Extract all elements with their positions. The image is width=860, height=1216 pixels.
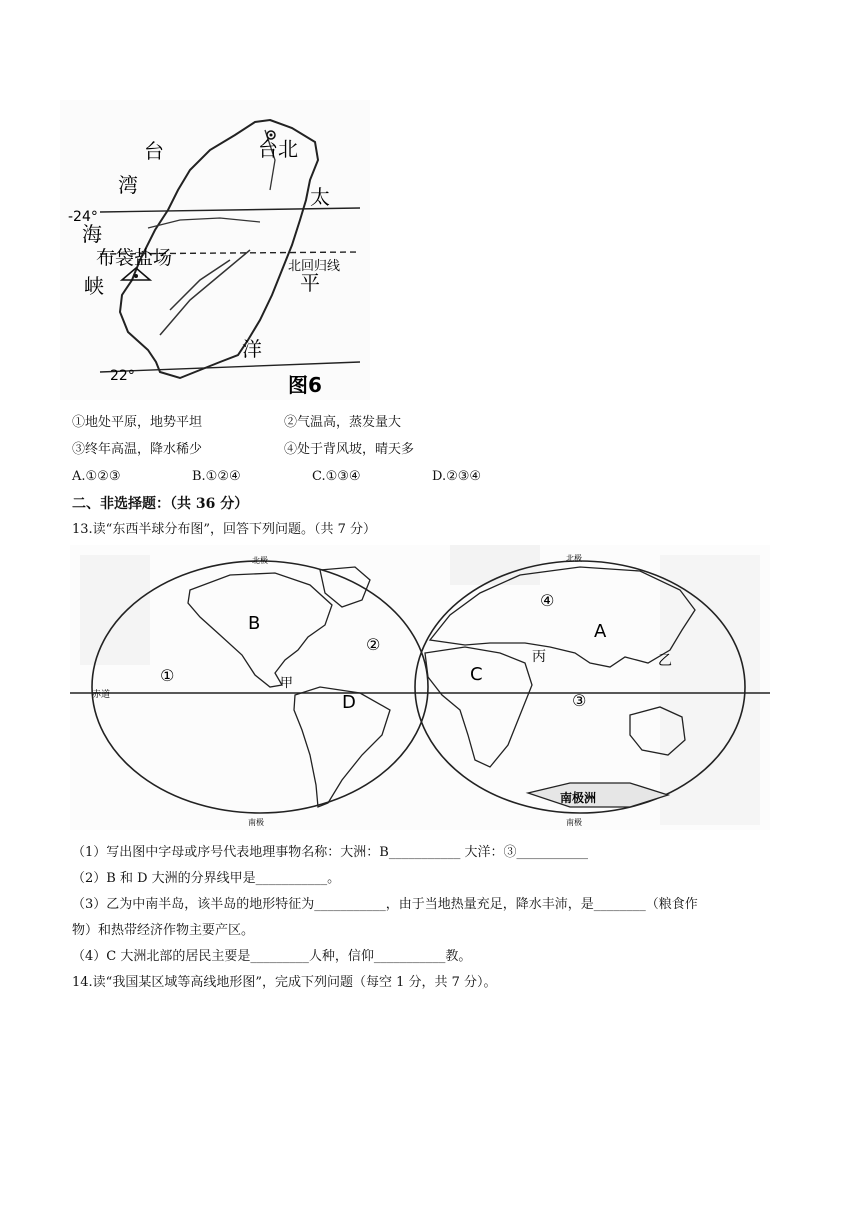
q13-sub2: （2）B 和 D 大洲的分界线甲是___________。 — [72, 871, 341, 886]
taiwan-map-figure — [60, 100, 370, 400]
q12-choice-c[interactable]: C.①③④ — [312, 469, 361, 484]
q12-option-1: ①地处平原，地势平坦 — [72, 415, 203, 430]
q13-sub4: （4）C 大洲北部的居民主要是_________人种，信仰___________教。 — [72, 949, 472, 964]
label-antarctica: 南极洲 — [560, 791, 597, 805]
label-B: B — [248, 613, 261, 634]
label-jia: 甲 — [280, 676, 294, 691]
label-n1: ① — [160, 666, 175, 685]
q12-choice-d[interactable]: D.②③④ — [432, 469, 482, 484]
q13-sub3b: 物）和热带经济作物主要产区。 — [72, 923, 255, 938]
label-24: -24° — [68, 209, 98, 225]
label-bing: 丙 — [532, 649, 546, 665]
label-tai2: 太 — [310, 185, 330, 209]
q12-option-2: ②气温高，蒸发量大 — [284, 415, 402, 430]
label-ping: 平 — [300, 271, 320, 295]
q12-option-3: ③终年高温，降水稀少 — [72, 442, 203, 457]
q12-choice-a[interactable]: A.①②③ — [72, 469, 121, 484]
taiwan-map-svg — [60, 100, 370, 400]
equator-label: 赤道 — [92, 690, 111, 700]
label-D: D — [342, 692, 356, 713]
label-hai: 海 — [82, 222, 102, 246]
label-wan: 湾 — [118, 173, 138, 197]
label-tai: 台 — [144, 139, 164, 163]
q13-sub1: （1）写出图中字母或序号代表地理事物名称：大洲：B___________ 大洋：③___________ — [72, 845, 588, 860]
label-C: C — [470, 664, 483, 685]
q14-stem: 14.读“我国某区域等高线地形图”，完成下列问题（每空 1 分，共 7 分）。 — [72, 975, 497, 990]
q12-choice-b[interactable]: B.①②④ — [192, 469, 241, 484]
q13-stem: 13.读“东西半球分布图”，回答下列问题。（共 7 分） — [72, 522, 377, 537]
south-pole-w: 南极 — [248, 818, 264, 827]
label-n3: ③ — [572, 691, 587, 710]
q13-sub3a: （3）乙为中南半岛，该半岛的地形特征为___________，由于当地热量充足，降水丰沛，是________（粮食作 — [72, 897, 698, 912]
figure-caption: 图6 — [288, 373, 322, 397]
label-A: A — [594, 621, 607, 642]
section-title: 二、非选择题：（共 36 分） — [72, 496, 249, 512]
north-pole-e: 北极 — [566, 554, 582, 563]
label-saltfield: 布袋盐场 — [96, 247, 173, 269]
q12-option-4: ④处于背风坡，晴天多 — [284, 442, 415, 457]
label-tropic: 北回归线 — [288, 259, 341, 274]
south-pole-e: 南极 — [566, 818, 582, 827]
hemispheres-map-figure — [70, 545, 770, 830]
label-yi: 乙 — [658, 653, 672, 669]
hemispheres-map-svg — [70, 545, 770, 830]
label-xia: 峡 — [84, 274, 104, 298]
label-n2: ② — [366, 635, 381, 654]
label-yang: 洋 — [242, 337, 262, 361]
label-n4: ④ — [540, 591, 555, 610]
label-taibei: 台北 — [258, 137, 298, 161]
label-22: 22° — [110, 368, 135, 384]
north-pole-w: 北极 — [252, 556, 268, 565]
